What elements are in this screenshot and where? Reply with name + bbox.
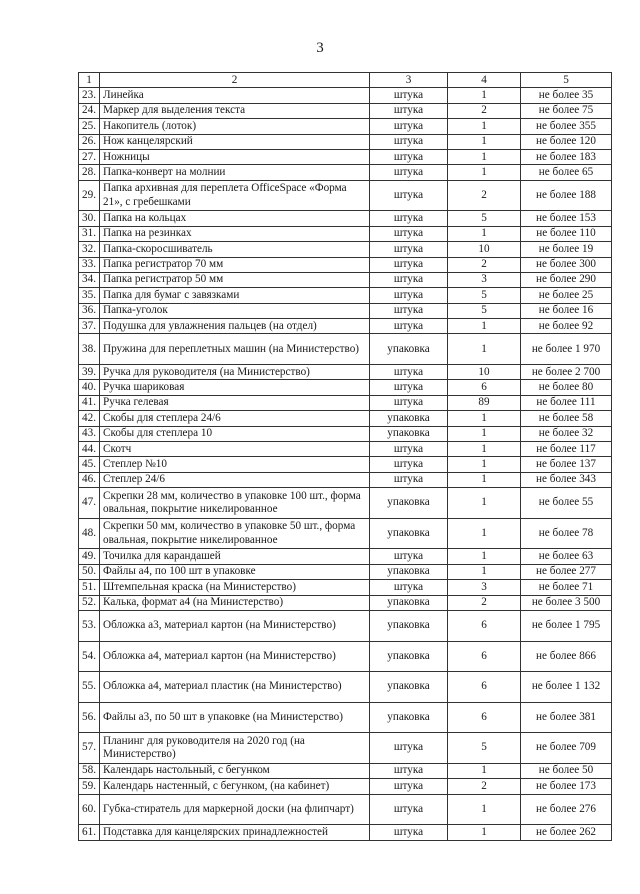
item-unit: штука: [370, 288, 448, 303]
item-name: Ручка шариковая: [100, 380, 370, 395]
item-unit: упаковка: [370, 564, 448, 579]
item-name: Папка на кольцах: [100, 211, 370, 226]
table-row: [79, 242, 612, 257]
item-name: Степлер №10: [100, 457, 370, 472]
item-quantity: 1: [448, 518, 521, 549]
table-row: [79, 88, 612, 103]
table-row: [79, 180, 612, 211]
item-unit: штука: [370, 180, 448, 211]
item-unit: штука: [370, 580, 448, 595]
column-header: 4: [448, 73, 521, 88]
item-price: не более 290: [521, 272, 612, 287]
item-name: Планинг для руководителя на 2020 год (на Министерство): [100, 733, 370, 764]
item-name: Скрепки 50 мм, количество в упаковке 50 шт., форма овальная, покрытие никелированное: [100, 518, 370, 549]
item-price: не более 153: [521, 211, 612, 226]
item-number: 51.: [79, 580, 100, 595]
item-quantity: 6: [448, 702, 521, 733]
item-name: Степлер 24/6: [100, 472, 370, 487]
table-row: [79, 426, 612, 441]
table-row: [79, 488, 612, 519]
item-unit: штука: [370, 825, 448, 840]
item-number: 35.: [79, 288, 100, 303]
item-unit: упаковка: [370, 426, 448, 441]
item-name: Папка-конверт на молнии: [100, 165, 370, 180]
item-quantity: 1: [448, 319, 521, 334]
item-number: 33.: [79, 257, 100, 272]
item-quantity: 1: [448, 411, 521, 426]
item-quantity: 1: [448, 226, 521, 241]
item-unit: штука: [370, 395, 448, 410]
item-unit: штука: [370, 303, 448, 318]
item-number: 54.: [79, 641, 100, 672]
item-price: не более 110: [521, 226, 612, 241]
item-unit: упаковка: [370, 334, 448, 365]
item-price: не более 16: [521, 303, 612, 318]
item-unit: штука: [370, 211, 448, 226]
item-price: не более 188: [521, 180, 612, 211]
item-number: 39.: [79, 365, 100, 380]
item-price: не более 35: [521, 88, 612, 103]
item-unit: упаковка: [370, 518, 448, 549]
item-name: Ножницы: [100, 149, 370, 164]
item-number: 36.: [79, 303, 100, 318]
item-number: 26.: [79, 134, 100, 149]
item-quantity: 1: [448, 119, 521, 134]
item-number: 61.: [79, 825, 100, 840]
item-quantity: 6: [448, 641, 521, 672]
item-unit: штука: [370, 763, 448, 778]
table-row: [79, 702, 612, 733]
item-name: Пружина для переплетных машин (на Министерство): [100, 334, 370, 365]
item-quantity: 2: [448, 257, 521, 272]
item-unit: штука: [370, 165, 448, 180]
table-row: [79, 825, 612, 840]
item-unit: штука: [370, 779, 448, 794]
item-price: не более 80: [521, 380, 612, 395]
item-unit: штука: [370, 134, 448, 149]
item-name: Линейка: [100, 88, 370, 103]
item-unit: штука: [370, 733, 448, 764]
item-price: не более 866: [521, 641, 612, 672]
item-number: 42.: [79, 411, 100, 426]
item-unit: штука: [370, 88, 448, 103]
item-quantity: 5: [448, 303, 521, 318]
table-row: [79, 457, 612, 472]
item-number: 56.: [79, 702, 100, 733]
item-price: не более 32: [521, 426, 612, 441]
item-unit: упаковка: [370, 702, 448, 733]
table-row: [79, 610, 612, 641]
item-price: не более 50: [521, 763, 612, 778]
item-number: 47.: [79, 488, 100, 519]
item-name: Обложка а4, материал картон (на Министерство): [100, 641, 370, 672]
item-number: 34.: [79, 272, 100, 287]
item-name: Скобы для степлера 10: [100, 426, 370, 441]
item-price: не более 183: [521, 149, 612, 164]
item-quantity: 1: [448, 564, 521, 579]
item-number: 25.: [79, 119, 100, 134]
item-number: 50.: [79, 564, 100, 579]
item-unit: упаковка: [370, 488, 448, 519]
item-price: не более 355: [521, 119, 612, 134]
item-unit: упаковка: [370, 595, 448, 610]
item-unit: штука: [370, 319, 448, 334]
item-quantity: 2: [448, 779, 521, 794]
table-row: [79, 779, 612, 794]
table-row: [79, 595, 612, 610]
column-header: 5: [521, 73, 612, 88]
item-quantity: 6: [448, 380, 521, 395]
item-quantity: 6: [448, 610, 521, 641]
item-number: 23.: [79, 88, 100, 103]
item-number: 55.: [79, 672, 100, 703]
item-quantity: 5: [448, 211, 521, 226]
item-name: Накопитель (лоток): [100, 119, 370, 134]
item-number: 41.: [79, 395, 100, 410]
item-quantity: 1: [448, 88, 521, 103]
item-name: Обложка а4, материал пластик (на Министерство): [100, 672, 370, 703]
item-name: Календарь настольный, с бегунком: [100, 763, 370, 778]
item-quantity: 10: [448, 242, 521, 257]
item-name: Ручка для руководителя (на Министерство): [100, 365, 370, 380]
table-row: [79, 365, 612, 380]
item-quantity: 1: [448, 149, 521, 164]
page-number: 3: [316, 40, 324, 56]
item-price: не более 63: [521, 549, 612, 564]
item-unit: упаковка: [370, 610, 448, 641]
table-row: [79, 149, 612, 164]
item-price: не более 173: [521, 779, 612, 794]
item-unit: штука: [370, 457, 448, 472]
item-number: 46.: [79, 472, 100, 487]
table-row: [79, 288, 612, 303]
item-unit: штука: [370, 380, 448, 395]
item-number: 29.: [79, 180, 100, 211]
item-quantity: 3: [448, 272, 521, 287]
item-number: 38.: [79, 334, 100, 365]
item-name: Файлы а4, по 100 шт в упаковке: [100, 564, 370, 579]
item-number: 45.: [79, 457, 100, 472]
item-quantity: 5: [448, 733, 521, 764]
table-row: [79, 119, 612, 134]
table-row: [79, 580, 612, 595]
item-number: 49.: [79, 549, 100, 564]
item-quantity: 1: [448, 134, 521, 149]
item-number: 24.: [79, 103, 100, 118]
item-number: 32.: [79, 242, 100, 257]
item-price: не более 343: [521, 472, 612, 487]
item-quantity: 1: [448, 763, 521, 778]
supply-table-body: [79, 73, 612, 841]
table-row: [79, 226, 612, 241]
item-price: не более 277: [521, 564, 612, 579]
item-price: не более 25: [521, 288, 612, 303]
item-name: Папка регистратор 70 мм: [100, 257, 370, 272]
item-unit: штука: [370, 472, 448, 487]
item-price: не более 381: [521, 702, 612, 733]
item-price: не более 709: [521, 733, 612, 764]
item-unit: упаковка: [370, 672, 448, 703]
table-row: [79, 794, 612, 825]
item-name: Подставка для канцелярских принадлежностей: [100, 825, 370, 840]
item-name: Маркер для выделения текста: [100, 103, 370, 118]
item-unit: штука: [370, 272, 448, 287]
table-row: [79, 319, 612, 334]
item-name: Папка-уголок: [100, 303, 370, 318]
item-name: Папка-скоросшиватель: [100, 242, 370, 257]
item-unit: штука: [370, 549, 448, 564]
table-row: [79, 165, 612, 180]
item-name: Скобы для степлера 24/6: [100, 411, 370, 426]
item-price: не более 2 700: [521, 365, 612, 380]
item-name: Скотч: [100, 442, 370, 457]
item-name: Подушка для увлажнения пальцев (на отдел): [100, 319, 370, 334]
table-row: [79, 303, 612, 318]
item-unit: штука: [370, 365, 448, 380]
item-number: 30.: [79, 211, 100, 226]
item-unit: упаковка: [370, 641, 448, 672]
table-row: [79, 549, 612, 564]
item-number: 44.: [79, 442, 100, 457]
item-quantity: 1: [448, 825, 521, 840]
item-price: не более 262: [521, 825, 612, 840]
column-header: 1: [79, 73, 100, 88]
item-price: не более 65: [521, 165, 612, 180]
item-quantity: 1: [448, 426, 521, 441]
item-name: Скрепки 28 мм, количество в упаковке 100 шт., форма овальная, покрытие никелированное: [100, 488, 370, 519]
item-price: не более 3 500: [521, 595, 612, 610]
item-name: Календарь настенный, с бегунком, (на кабинет): [100, 779, 370, 794]
item-unit: штука: [370, 242, 448, 257]
item-quantity: 1: [448, 334, 521, 365]
item-quantity: 1: [448, 165, 521, 180]
item-price: не более 276: [521, 794, 612, 825]
item-price: не более 58: [521, 411, 612, 426]
item-price: не более 1 132: [521, 672, 612, 703]
item-price: не более 137: [521, 457, 612, 472]
item-price: не более 55: [521, 488, 612, 519]
item-number: 27.: [79, 149, 100, 164]
item-name: Папка регистратор 50 мм: [100, 272, 370, 287]
item-unit: штука: [370, 103, 448, 118]
table-row: [79, 334, 612, 365]
item-number: 59.: [79, 779, 100, 794]
table-row: [79, 380, 612, 395]
item-quantity: 3: [448, 580, 521, 595]
table-row: [79, 518, 612, 549]
item-number: 40.: [79, 380, 100, 395]
item-name: Папка на резинках: [100, 226, 370, 241]
table-row: [79, 763, 612, 778]
table-row: [79, 564, 612, 579]
table-row: [79, 442, 612, 457]
item-price: не более 71: [521, 580, 612, 595]
table-row: [79, 672, 612, 703]
column-header: 2: [100, 73, 370, 88]
item-name: Точилка для карандашей: [100, 549, 370, 564]
item-quantity: 2: [448, 595, 521, 610]
item-unit: штука: [370, 119, 448, 134]
item-price: не более 120: [521, 134, 612, 149]
item-quantity: 2: [448, 103, 521, 118]
item-name: Калька, формат а4 (на Министерство): [100, 595, 370, 610]
item-quantity: 5: [448, 288, 521, 303]
item-name: Обложка а3, материал картон (на Министерство): [100, 610, 370, 641]
item-price: не более 92: [521, 319, 612, 334]
item-quantity: 89: [448, 395, 521, 410]
item-quantity: 1: [448, 457, 521, 472]
table-row: [79, 257, 612, 272]
item-quantity: 1: [448, 549, 521, 564]
item-price: не более 111: [521, 395, 612, 410]
item-unit: упаковка: [370, 411, 448, 426]
item-unit: штука: [370, 442, 448, 457]
item-name: Губка-стиратель для маркерной доски (на флипчарт): [100, 794, 370, 825]
item-name: Папка архивная для переплета OfficeSpace «Форма 21», с гребешками: [100, 180, 370, 211]
item-quantity: 1: [448, 472, 521, 487]
table-row: [79, 134, 612, 149]
item-number: 58.: [79, 763, 100, 778]
item-number: 52.: [79, 595, 100, 610]
item-quantity: 2: [448, 180, 521, 211]
item-name: Нож канцелярский: [100, 134, 370, 149]
item-quantity: 1: [448, 794, 521, 825]
item-price: не более 75: [521, 103, 612, 118]
item-number: 60.: [79, 794, 100, 825]
table-row: [79, 411, 612, 426]
item-number: 43.: [79, 426, 100, 441]
item-price: не более 1 970: [521, 334, 612, 365]
table-row: [79, 272, 612, 287]
table-row: [79, 733, 612, 764]
item-quantity: 6: [448, 672, 521, 703]
item-price: не более 78: [521, 518, 612, 549]
column-header: 3: [370, 73, 448, 88]
table-row: [79, 472, 612, 487]
item-number: 53.: [79, 610, 100, 641]
item-number: 31.: [79, 226, 100, 241]
item-quantity: 10: [448, 365, 521, 380]
item-name: Файлы а3, по 50 шт в упаковке (на Министерство): [100, 702, 370, 733]
item-quantity: 1: [448, 442, 521, 457]
item-quantity: 1: [448, 488, 521, 519]
table-row: [79, 211, 612, 226]
item-unit: штука: [370, 257, 448, 272]
item-unit: штука: [370, 794, 448, 825]
table-row: [79, 395, 612, 410]
table-row: [79, 641, 612, 672]
item-price: не более 19: [521, 242, 612, 257]
supply-table: [78, 72, 612, 841]
item-price: не более 117: [521, 442, 612, 457]
item-name: Штемпельная краска (на Министерство): [100, 580, 370, 595]
item-number: 57.: [79, 733, 100, 764]
item-name: Папка для бумаг с завязками: [100, 288, 370, 303]
item-number: 28.: [79, 165, 100, 180]
item-price: не более 300: [521, 257, 612, 272]
table-row: [79, 103, 612, 118]
item-number: 37.: [79, 319, 100, 334]
item-price: не более 1 795: [521, 610, 612, 641]
table-header-row: [79, 73, 612, 88]
item-unit: штука: [370, 149, 448, 164]
item-number: 48.: [79, 518, 100, 549]
item-name: Ручка гелевая: [100, 395, 370, 410]
item-unit: штука: [370, 226, 448, 241]
